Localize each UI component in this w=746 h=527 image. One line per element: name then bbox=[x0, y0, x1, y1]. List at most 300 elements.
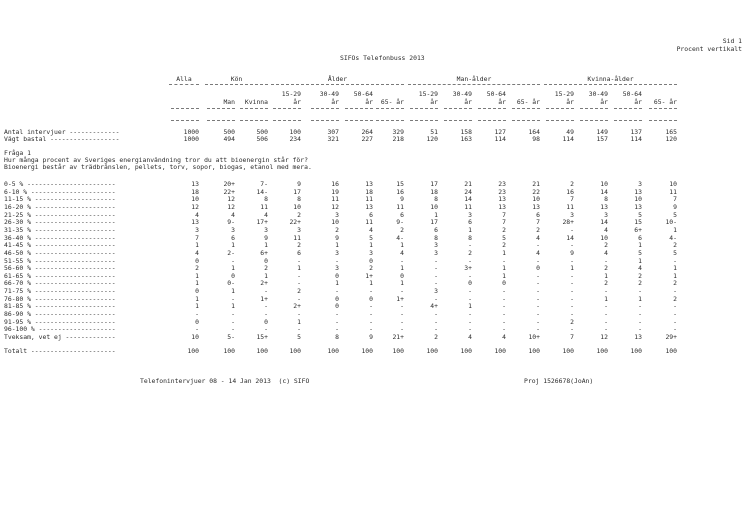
column-header-bottom: år bbox=[365, 98, 373, 106]
answer-row-value: 9 bbox=[673, 202, 677, 211]
answer-row-value: 10- bbox=[665, 218, 677, 227]
column-header-bottom: år bbox=[430, 98, 438, 106]
answer-row-value: 22+ bbox=[289, 218, 301, 227]
answer-row-value: 0- bbox=[227, 279, 235, 288]
answer-row-label: 31-35 % --------------------- bbox=[4, 225, 116, 234]
answer-row-value: - bbox=[673, 287, 677, 296]
base-row-value: 1000 bbox=[183, 135, 199, 143]
answer-row-value: - bbox=[502, 294, 506, 303]
answer-row-value: 2 bbox=[335, 225, 339, 234]
answer-row-value: 10 bbox=[532, 195, 540, 204]
answer-row-value: 4 bbox=[604, 248, 608, 257]
answer-row-value: 2 bbox=[264, 264, 268, 273]
answer-row-value: 29+ bbox=[665, 333, 677, 341]
column-header-top: 50-64 bbox=[353, 90, 373, 98]
answer-row-value: - bbox=[400, 287, 404, 296]
answer-row-value: 13 bbox=[498, 195, 506, 204]
answer-row-value: 9- bbox=[227, 218, 235, 227]
answer-row-value: 1 bbox=[604, 271, 608, 280]
answer-row-label: 86-90 % --------------------- bbox=[4, 310, 116, 319]
answer-row-value: 2 bbox=[570, 317, 574, 326]
answer-row-label: 51-55 % --------------------- bbox=[4, 256, 116, 265]
answer-row-value: 9 bbox=[400, 195, 404, 204]
answer-row-value: 10 bbox=[634, 195, 642, 204]
column-header-bottom: år bbox=[600, 98, 608, 106]
answer-row-value: 3 bbox=[604, 210, 608, 219]
total-row-value: 100 bbox=[187, 347, 199, 355]
answer-row-value: 0 bbox=[369, 294, 373, 303]
answer-row-label: 21-25 % --------------------- bbox=[4, 210, 116, 219]
answer-row-value: 15 bbox=[396, 180, 404, 188]
column-underline bbox=[345, 108, 373, 109]
answer-row-value: - bbox=[604, 256, 608, 265]
answer-row-value: 5 bbox=[502, 233, 506, 242]
answer-row-value: 16 bbox=[331, 180, 339, 188]
column-underline-bottom bbox=[512, 120, 540, 121]
answer-row-value: - bbox=[638, 310, 642, 319]
column-underline-bottom bbox=[240, 120, 268, 121]
answer-row-value: 3 bbox=[369, 248, 373, 257]
column-underline bbox=[311, 108, 339, 109]
column-underline-bottom bbox=[580, 120, 608, 121]
answer-row-value: 1 bbox=[335, 241, 339, 250]
base-row-value: 218 bbox=[392, 135, 404, 143]
answer-row-value: 21 bbox=[532, 180, 540, 188]
base-row-value: 137 bbox=[630, 128, 642, 136]
answer-row-value: 2 bbox=[468, 248, 472, 257]
answer-row-value: - bbox=[638, 287, 642, 296]
answer-row-value: 6 bbox=[231, 233, 235, 242]
answer-row-value: - bbox=[536, 271, 540, 280]
answer-row-value: - bbox=[570, 241, 574, 250]
total-row-value: 100 bbox=[392, 347, 404, 355]
column-underline bbox=[478, 108, 506, 109]
answer-row-value: 1 bbox=[369, 279, 373, 288]
answer-row-value: - bbox=[570, 256, 574, 265]
answer-row-value: - bbox=[536, 310, 540, 319]
answer-row-value: - bbox=[369, 325, 373, 334]
answer-row-value: 8 bbox=[335, 333, 339, 341]
answer-row-value: 1 bbox=[638, 241, 642, 250]
answer-row-value: 1 bbox=[195, 271, 199, 280]
answer-row-value: 0 bbox=[231, 271, 235, 280]
answer-row-value: 11 bbox=[464, 202, 472, 211]
answer-row-value: - bbox=[231, 294, 235, 303]
column-underline bbox=[171, 108, 199, 109]
base-row-value: 163 bbox=[460, 135, 472, 143]
answer-row-value: 4 bbox=[400, 248, 404, 257]
answer-row-value: 28+ bbox=[562, 218, 574, 227]
base-row-value: 100 bbox=[289, 128, 301, 136]
answer-row-value: 2+ bbox=[293, 302, 301, 311]
answer-row-value: - bbox=[536, 279, 540, 288]
answer-row-value: - bbox=[434, 256, 438, 265]
answer-row-value: 13 bbox=[634, 333, 642, 341]
answer-row-value: - bbox=[673, 302, 677, 311]
answer-row-value: 4 bbox=[195, 248, 199, 257]
answer-row-value: - bbox=[195, 325, 199, 334]
answer-row-value: 6+ bbox=[634, 225, 642, 234]
base-row-value: 506 bbox=[256, 135, 268, 143]
answer-row-label: 81-85 % --------------------- bbox=[4, 302, 116, 311]
answer-row-value: 3 bbox=[638, 180, 642, 188]
answer-row-value: - bbox=[231, 317, 235, 326]
column-header-bottom: år bbox=[331, 98, 339, 106]
answer-row-value: 1 bbox=[264, 271, 268, 280]
answer-row-value: 5 bbox=[638, 210, 642, 219]
answer-row-value: - bbox=[673, 325, 677, 334]
answer-row-value: 8 bbox=[264, 195, 268, 204]
answer-row-value: 15 bbox=[634, 218, 642, 227]
answer-row-value: - bbox=[570, 302, 574, 311]
question-number: Fråga 1 bbox=[4, 149, 31, 157]
answer-row-value: 1 bbox=[604, 294, 608, 303]
column-header-top: 30-49 bbox=[319, 90, 339, 98]
answer-row-value: - bbox=[434, 310, 438, 319]
footer-left: Telefonintervjuer 08 - 14 Jan 2013 (c) SIFO bbox=[140, 377, 310, 385]
answer-row-value: - bbox=[502, 302, 506, 311]
answer-row-label: 26-30 % --------------------- bbox=[4, 218, 116, 227]
column-header-bottom: år bbox=[634, 98, 642, 106]
answer-row-value: 1 bbox=[297, 264, 301, 273]
answer-row-value: - bbox=[502, 287, 506, 296]
total-row-value: 100 bbox=[562, 347, 574, 355]
base-row-value: 321 bbox=[327, 135, 339, 143]
answer-row-value: 4 bbox=[264, 210, 268, 219]
answer-row-value: 2 bbox=[434, 333, 438, 341]
answer-row-value: - bbox=[468, 271, 472, 280]
answer-row-value: 0 bbox=[369, 256, 373, 265]
answer-row-label: 16-20 % --------------------- bbox=[4, 202, 116, 211]
answer-row-value: 2 bbox=[400, 225, 404, 234]
answer-row-value: 14 bbox=[600, 218, 608, 227]
answer-row-value: 18 bbox=[365, 187, 373, 196]
answer-row-value: - bbox=[400, 310, 404, 319]
answer-row-value: - bbox=[434, 294, 438, 303]
answer-row-value: - bbox=[570, 271, 574, 280]
column-underline-bottom bbox=[478, 120, 506, 121]
answer-row-label: 71-75 % --------------------- bbox=[4, 287, 116, 296]
answer-row-value: - bbox=[468, 287, 472, 296]
answer-row-value: 8 bbox=[434, 195, 438, 204]
answer-row-value: 4- bbox=[669, 233, 677, 242]
answer-row-value: - bbox=[297, 271, 301, 280]
answer-row-value: - bbox=[570, 279, 574, 288]
answer-row-value: 10 bbox=[669, 180, 677, 188]
answer-row-value: 10 bbox=[191, 195, 199, 204]
answer-row-value: 9 bbox=[264, 233, 268, 242]
answer-row-value: 12 bbox=[227, 202, 235, 211]
answer-row-value: 1+ bbox=[396, 294, 404, 303]
group-underline bbox=[544, 84, 677, 85]
answer-row-value: - bbox=[434, 325, 438, 334]
base-row-value: 114 bbox=[494, 135, 506, 143]
answer-row-value: 9 bbox=[570, 248, 574, 257]
answer-row-value: 6+ bbox=[260, 248, 268, 257]
answer-row-value: 12 bbox=[331, 202, 339, 211]
base-row-value: 120 bbox=[665, 135, 677, 143]
answer-row-value: - bbox=[468, 317, 472, 326]
answer-row-value: 4 bbox=[604, 225, 608, 234]
group-header-alla: Alla bbox=[176, 75, 192, 83]
answer-row-value: 20+ bbox=[223, 180, 235, 188]
answer-row-value: - bbox=[434, 279, 438, 288]
answer-row-value: - bbox=[536, 287, 540, 296]
answer-row-value: - bbox=[264, 325, 268, 334]
answer-row-value: 11 bbox=[260, 202, 268, 211]
answer-row-value: - bbox=[231, 325, 235, 334]
column-underline bbox=[207, 108, 235, 109]
total-row-value: 100 bbox=[494, 347, 506, 355]
answer-row-value: 2 bbox=[673, 279, 677, 288]
percent-type: Procent vertikalt bbox=[676, 45, 742, 53]
answer-row-value: - bbox=[335, 310, 339, 319]
answer-row-value: 13 bbox=[365, 180, 373, 188]
total-row-value: 100 bbox=[528, 347, 540, 355]
answer-row-value: 7 bbox=[502, 210, 506, 219]
group-underline bbox=[169, 84, 199, 85]
answer-row-value: 17+ bbox=[256, 218, 268, 227]
answer-row-value: 0 bbox=[195, 256, 199, 265]
column-header-bottom: år bbox=[293, 98, 301, 106]
answer-row-value: 4- bbox=[396, 233, 404, 242]
column-header-bottom: Man bbox=[223, 98, 235, 106]
answer-row-value: - bbox=[604, 287, 608, 296]
answer-row-label: 11-15 % --------------------- bbox=[4, 195, 116, 204]
answer-row-value: - bbox=[264, 310, 268, 319]
answer-row-value: 0 bbox=[502, 279, 506, 288]
base-row-value: 494 bbox=[223, 135, 235, 143]
answer-row-value: 3 bbox=[335, 264, 339, 273]
answer-row-value: 1 bbox=[195, 241, 199, 250]
answer-row-value: - bbox=[231, 310, 235, 319]
column-underline-bottom bbox=[376, 120, 404, 121]
column-underline bbox=[512, 108, 540, 109]
answer-row-value: 3 bbox=[434, 287, 438, 296]
answer-row-value: 1 bbox=[335, 279, 339, 288]
answer-row-value: - bbox=[297, 256, 301, 265]
group-underline bbox=[408, 84, 540, 85]
column-underline bbox=[614, 108, 642, 109]
answer-row-value: 7 bbox=[570, 333, 574, 341]
answer-row-value: 13 bbox=[634, 187, 642, 196]
answer-row-value: 1 bbox=[195, 294, 199, 303]
answer-row-value: 6 bbox=[369, 210, 373, 219]
answer-row-value: 2 bbox=[604, 279, 608, 288]
column-underline-bottom bbox=[546, 120, 574, 121]
answer-row-value: 11 bbox=[669, 187, 677, 196]
answer-row-value: 1 bbox=[400, 264, 404, 273]
answer-row-value: - bbox=[502, 256, 506, 265]
answer-row-value: 0 bbox=[264, 256, 268, 265]
answer-row-value: 16 bbox=[566, 187, 574, 196]
base-row-value: 1000 bbox=[183, 128, 199, 136]
column-underline bbox=[444, 108, 472, 109]
base-row-value: 149 bbox=[596, 128, 608, 136]
base-row-value: 234 bbox=[289, 135, 301, 143]
answer-row-value: 2 bbox=[604, 264, 608, 273]
answer-row-value: 2 bbox=[673, 241, 677, 250]
answer-row-value: - bbox=[502, 317, 506, 326]
answer-row-value: 5 bbox=[673, 248, 677, 257]
column-underline bbox=[240, 108, 268, 109]
answer-row-label: Tveksam, vet ej ------------- bbox=[4, 333, 116, 341]
answer-row-value: 4 bbox=[195, 210, 199, 219]
answer-row-label: 91-95 % --------------------- bbox=[4, 317, 116, 326]
answer-row-value: 4 bbox=[468, 333, 472, 341]
answer-row-value: 7 bbox=[536, 218, 540, 227]
answer-row-value: - bbox=[297, 294, 301, 303]
group-underline bbox=[271, 84, 404, 85]
answer-row-value: 5 bbox=[369, 233, 373, 242]
answer-row-value: 13 bbox=[191, 218, 199, 227]
answer-row-value: 4+ bbox=[430, 302, 438, 311]
column-underline bbox=[376, 108, 404, 109]
answer-row-value: 13 bbox=[365, 202, 373, 211]
column-underline-bottom bbox=[345, 120, 373, 121]
answer-row-value: - bbox=[335, 325, 339, 334]
answer-row-value: 13 bbox=[634, 202, 642, 211]
answer-row-value: 5- bbox=[227, 333, 235, 341]
answer-row-value: 4 bbox=[536, 248, 540, 257]
base-row-value: 127 bbox=[494, 128, 506, 136]
column-underline-bottom bbox=[410, 120, 438, 121]
column-underline-bottom bbox=[273, 120, 301, 121]
column-underline-bottom bbox=[171, 120, 199, 121]
answer-row-value: - bbox=[673, 317, 677, 326]
answer-row-value: 1 bbox=[195, 302, 199, 311]
base-row-value: 49 bbox=[566, 128, 574, 136]
answer-row-value: - bbox=[638, 302, 642, 311]
answer-row-value: - bbox=[297, 310, 301, 319]
answer-row-label: 76-80 % --------------------- bbox=[4, 294, 116, 303]
answer-row-value: 0 bbox=[400, 271, 404, 280]
answer-row-value: 1 bbox=[502, 264, 506, 273]
total-row-label: Totalt ---------------------- bbox=[4, 347, 116, 355]
answer-row-label: 96-100 % -------------------- bbox=[4, 325, 116, 334]
column-header-top: 15-29 bbox=[418, 90, 438, 98]
answer-row-value: - bbox=[335, 317, 339, 326]
answer-row-value: 11 bbox=[566, 202, 574, 211]
answer-row-value: - bbox=[468, 325, 472, 334]
answer-row-value: 1 bbox=[673, 264, 677, 273]
answer-row-value: - bbox=[468, 241, 472, 250]
answer-row-value: 1 bbox=[264, 241, 268, 250]
answer-row-value: 8 bbox=[468, 233, 472, 242]
answer-row-value: 0 bbox=[264, 317, 268, 326]
answer-row-value: - bbox=[638, 325, 642, 334]
answer-row-value: 21 bbox=[464, 180, 472, 188]
answer-row-value: 3 bbox=[297, 225, 301, 234]
answer-row-value: 1 bbox=[231, 264, 235, 273]
answer-row-value: - bbox=[400, 302, 404, 311]
answer-row-label: 36-40 % --------------------- bbox=[4, 233, 116, 242]
answer-row-value: - bbox=[434, 264, 438, 273]
answer-row-value: - bbox=[604, 325, 608, 334]
answer-row-value: 1 bbox=[369, 241, 373, 250]
answer-row-value: - bbox=[297, 325, 301, 334]
base-row-value: 98 bbox=[532, 135, 540, 143]
answer-row-value: 5 bbox=[297, 333, 301, 341]
answer-row-value: 1 bbox=[195, 279, 199, 288]
answer-row-value: 2 bbox=[502, 241, 506, 250]
base-row-value: 51 bbox=[430, 128, 438, 136]
answer-row-value: 1 bbox=[231, 302, 235, 311]
column-header-top: 30-49 bbox=[452, 90, 472, 98]
answer-row-value: 2+ bbox=[260, 279, 268, 288]
answer-row-value: 10 bbox=[600, 233, 608, 242]
answer-row-value: - bbox=[369, 287, 373, 296]
answer-row-value: 2 bbox=[536, 225, 540, 234]
answer-row-value: 14 bbox=[600, 187, 608, 196]
answer-row-value: 6 bbox=[434, 225, 438, 234]
column-underline bbox=[546, 108, 574, 109]
base-row-value: 157 bbox=[596, 135, 608, 143]
total-row-value: 100 bbox=[596, 347, 608, 355]
answer-row-value: 22 bbox=[532, 187, 540, 196]
column-header-bottom: 65- år bbox=[380, 98, 404, 106]
answer-row-value: 4 bbox=[369, 225, 373, 234]
answer-row-value: 0 bbox=[335, 271, 339, 280]
answer-row-label: 0-5 % ----------------------- bbox=[4, 180, 116, 188]
answer-row-value: 23 bbox=[498, 180, 506, 188]
column-header-top: 50-64 bbox=[622, 90, 642, 98]
answer-row-label: 56-60 % --------------------- bbox=[4, 264, 116, 273]
answer-row-value: - bbox=[570, 310, 574, 319]
answer-row-value: 18 bbox=[191, 187, 199, 196]
answer-row-value: - bbox=[369, 310, 373, 319]
answer-row-value: 3 bbox=[264, 225, 268, 234]
base-row-value: 120 bbox=[426, 135, 438, 143]
answer-row-value: - bbox=[570, 225, 574, 234]
group-header-kon: Kön bbox=[230, 75, 243, 83]
base-row-value: 264 bbox=[361, 128, 373, 136]
answer-row-value: 3 bbox=[231, 225, 235, 234]
base-row-value: 329 bbox=[392, 128, 404, 136]
answer-row-value: - bbox=[468, 256, 472, 265]
answer-row-value: 7 bbox=[502, 218, 506, 227]
base-row-value: 164 bbox=[528, 128, 540, 136]
answer-row-value: 8 bbox=[297, 195, 301, 204]
answer-row-value: 11 bbox=[365, 218, 373, 227]
column-header-bottom: 65- år bbox=[516, 98, 540, 106]
column-underline-bottom bbox=[614, 120, 642, 121]
group-header-kvinna-alder: Kvinna-ålder bbox=[587, 75, 634, 83]
answer-row-value: 1+ bbox=[260, 294, 268, 303]
answer-row-value: 1 bbox=[297, 317, 301, 326]
column-header-top: 30-49 bbox=[588, 90, 608, 98]
answer-row-value: - bbox=[195, 310, 199, 319]
answer-row-value: 2 bbox=[297, 287, 301, 296]
answer-row-value: 3 bbox=[434, 248, 438, 257]
answer-row-value: - bbox=[502, 325, 506, 334]
answer-row-value: 1 bbox=[502, 271, 506, 280]
answer-row-value: 2 bbox=[502, 225, 506, 234]
answer-row-value: 6 bbox=[536, 210, 540, 219]
answer-row-value: 10+ bbox=[528, 333, 540, 341]
column-header-bottom: år bbox=[566, 98, 574, 106]
answer-row-value: - bbox=[335, 256, 339, 265]
answer-row-value: 9 bbox=[335, 233, 339, 242]
answer-row-value: 2 bbox=[297, 241, 301, 250]
total-row-value: 100 bbox=[361, 347, 373, 355]
answer-row-value: 1 bbox=[434, 210, 438, 219]
answer-row-value: - bbox=[536, 325, 540, 334]
answer-row-value: - bbox=[536, 241, 540, 250]
answer-row-value: 1 bbox=[400, 279, 404, 288]
answer-row-value: 11 bbox=[331, 195, 339, 204]
answer-row-value: - bbox=[468, 294, 472, 303]
